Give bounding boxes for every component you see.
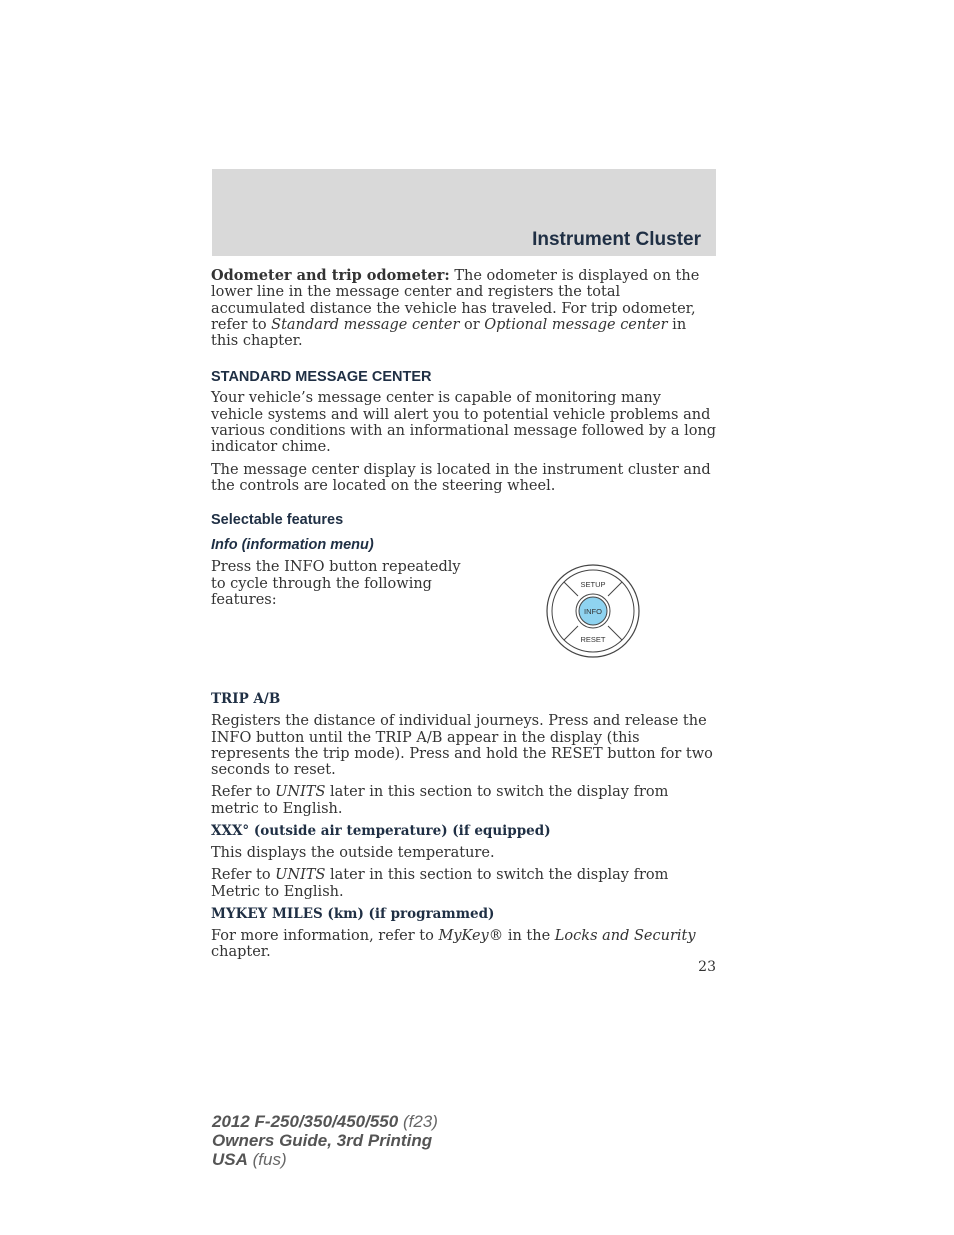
odometer-label: Odometer and trip odometer:: [211, 267, 450, 284]
trip-refer: [211, 784, 717, 817]
temp-units-ref: UNITS: [275, 867, 326, 884]
setup-label: SETUP: [580, 580, 606, 590]
mykey-text: For more information, refer to: [211, 927, 439, 944]
mykey-paragraph: [211, 928, 717, 961]
mykey-text-mid: in the: [503, 927, 555, 944]
standard-message-center-heading: STANDARD MESSAGE CENTER: [211, 369, 432, 386]
mykey-ref: MyKey®: [438, 927, 504, 944]
odometer-text-end: in this chapter.: [211, 316, 687, 350]
temp-refer-text: Refer to: [211, 867, 276, 884]
header-band: [212, 169, 716, 256]
selectable-features-heading: Selectable features: [211, 512, 344, 529]
info-row: [211, 559, 717, 691]
odometer-text: The odometer is displayed on the lower line in the message center and registers the total accumulated distance the vehicle has traveled. For trip odometer, refer to: [211, 268, 700, 333]
mykey-text-end: chapter.: [211, 944, 271, 961]
footer-region: USA: [212, 1150, 248, 1169]
page-content: [211, 268, 717, 967]
footer-model: 2012 F-250/350/450/550: [212, 1112, 399, 1131]
reset-label: RESET: [580, 635, 606, 645]
standard-message-center-ref: Standard message center: [271, 316, 460, 333]
footer: [212, 1112, 438, 1169]
info-menu-subheading: Info (information menu): [211, 537, 374, 554]
section-title: Instrument Cluster: [532, 229, 701, 250]
info-label: INFO: [584, 607, 602, 617]
page-number: 23: [698, 959, 716, 975]
footer-model-code: (f23): [398, 1112, 438, 1131]
locks-security-ref: Locks and Security: [554, 927, 696, 944]
trip-refer-text: Refer to: [211, 784, 276, 801]
odometer-paragraph: [211, 268, 717, 349]
trip-refer-text-end: later in this section to switch the display from metric to English.: [211, 784, 669, 817]
footer-guide: Owners Guide, 3rd Printing: [212, 1131, 433, 1150]
trip-para-1: Registers the distance of individual journeys. Press and release the INFO button until the TRIP A/B appear in the display (this represents the trip mode). Press and hold the RESET button for two seconds to reset.: [211, 713, 713, 779]
odometer-text-or: or: [459, 316, 485, 333]
standard-para-2: The message center display is located in the instrument cluster and the controls are located on the steering wheel.: [211, 461, 711, 494]
steering-wheel-control-graphic: [545, 563, 641, 659]
trip-units-ref: UNITS: [275, 784, 326, 801]
temperature-para-1: This displays the outside temperature.: [211, 845, 495, 862]
temperature-heading: XXX° (outside air temperature) (if equipped): [211, 823, 551, 840]
mykey-heading: MYKEY MILES (km) (if programmed): [211, 905, 495, 922]
standard-para-1: Your vehicle’s message center is capable of monitoring many vehicle systems and will alert you to potential vehicle problems and various conditions with an informational message followed by a long indicator chime.: [211, 390, 717, 456]
temperature-refer: [211, 867, 717, 900]
footer-region-code: (fus): [247, 1150, 287, 1169]
optional-message-center-ref: Optional message center: [484, 316, 668, 333]
info-intro: Press the INFO button repeatedly to cycle through the following features:: [211, 559, 461, 608]
trip-heading: TRIP A/B: [211, 691, 281, 708]
temp-refer-text-end: later in this section to switch the display from Metric to English.: [211, 867, 669, 900]
